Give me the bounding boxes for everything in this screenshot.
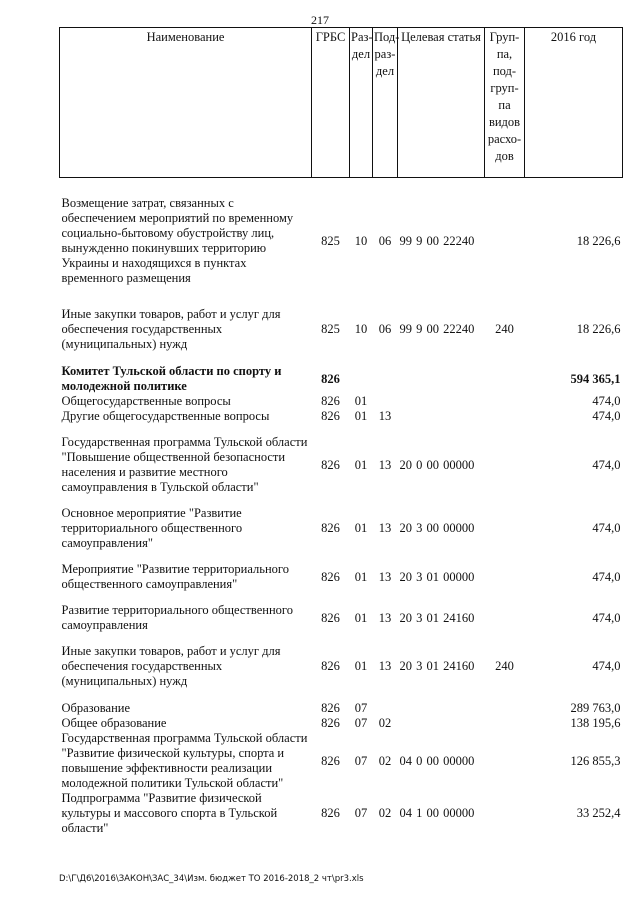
table-row <box>60 435 623 495</box>
row-celevaya: 20 3 01 24160 <box>399 659 475 673</box>
row-name: Возмещение затрат, связанных с обеспечением мероприятий по временному социально-бытовому обустройству лиц, вынужденно покинувших территорию Украины и находящихся в пунктах временного размещения <box>61 196 294 285</box>
row-podrazdel <box>373 701 398 716</box>
row-sum: 138 195,6 <box>570 716 621 730</box>
table-row <box>60 562 623 592</box>
row-name: Комитет Тульской области по спорту и молодежной политике <box>61 364 282 393</box>
row-name: Развитие территориального общественного самоуправления <box>61 603 293 632</box>
row-name: Образование <box>61 701 131 715</box>
row-celevaya <box>398 716 485 731</box>
row-grbs: 826 <box>321 457 340 472</box>
row-gruppa <box>485 196 525 286</box>
row-sum: 289 763,0 <box>570 701 621 715</box>
row-razdel: 07 <box>354 753 368 768</box>
row-gruppa <box>485 562 525 592</box>
row-gruppa <box>485 394 525 409</box>
row-podrazdel <box>373 364 398 394</box>
table-row <box>60 701 623 716</box>
row-razdel: 01 <box>354 569 368 584</box>
row-razdel: 10 <box>354 233 368 248</box>
row-podrazdel: 13 <box>378 521 392 535</box>
row-grbs: 826 <box>321 521 340 535</box>
row-podrazdel: 13 <box>378 659 392 673</box>
row-sum: 474,0 <box>592 569 621 584</box>
row-grbs: 826 <box>321 409 340 423</box>
row-grbs: 826 <box>321 753 340 768</box>
row-celevaya <box>398 364 485 394</box>
row-celevaya: 99 9 00 22240 <box>399 233 475 248</box>
table-row <box>60 409 623 424</box>
row-podrazdel: 06 <box>378 322 392 336</box>
row-razdel: 01 <box>354 659 368 673</box>
row-grbs: 826 <box>321 371 340 386</box>
row-grbs: 826 <box>321 806 340 820</box>
row-sum: 474,0 <box>592 659 621 673</box>
row-name: Мероприятие "Развитие территориального общественного самоуправления" <box>61 562 289 591</box>
row-celevaya: 20 3 01 24160 <box>399 610 475 625</box>
column-header-year: 2016 год <box>525 28 623 178</box>
row-podrazdel: 13 <box>378 569 392 584</box>
column-header-name: Наименование <box>60 28 312 178</box>
row-grbs: 826 <box>321 716 340 730</box>
table-row <box>60 394 623 409</box>
row-sum: 33 252,4 <box>576 806 621 820</box>
row-gruppa <box>485 435 525 495</box>
row-celevaya: 04 1 00 00000 <box>399 806 475 820</box>
row-sum: 474,0 <box>592 394 621 408</box>
row-sum: 594 365,1 <box>570 371 621 386</box>
row-grbs: 825 <box>321 322 340 336</box>
row-razdel: 07 <box>354 716 368 730</box>
row-podrazdel: 13 <box>378 457 392 472</box>
row-grbs: 826 <box>321 701 340 715</box>
table-row <box>60 731 623 791</box>
row-gruppa <box>485 603 525 633</box>
row-podrazdel: 13 <box>378 610 392 625</box>
row-celevaya: 20 3 01 00000 <box>399 569 475 584</box>
row-gruppa <box>485 364 525 394</box>
row-name: Государственная программа Тульской области "Повышение общественной безопасности населения и развитие местного самоуправления в Тульской области" <box>61 435 308 494</box>
row-celevaya <box>398 701 485 716</box>
table-row <box>60 307 623 352</box>
row-celevaya <box>398 409 485 424</box>
table-header-row <box>60 28 623 178</box>
row-celevaya: 99 9 00 22240 <box>399 322 475 336</box>
row-sum: 18 226,6 <box>576 322 621 336</box>
row-celevaya: 04 0 00 00000 <box>399 753 475 768</box>
row-name: Государственная программа Тульской области "Развитие физической культуры, спорта и повышение эффективности реализации молодежной политики Тульской области" <box>61 731 308 790</box>
row-gruppa <box>485 506 525 551</box>
column-header-podrazdel: Под-раз-дел <box>373 28 398 178</box>
row-name: Основное мероприятие "Развитие территориального общественного самоуправления" <box>61 506 243 550</box>
table-row <box>60 644 623 689</box>
table-row <box>60 364 623 394</box>
row-razdel: 01 <box>354 457 368 472</box>
row-gruppa <box>485 701 525 716</box>
row-razdel: 01 <box>354 521 368 535</box>
row-sum: 474,0 <box>592 409 621 423</box>
column-header-gruppa: Груп-па, под-груп-па видов расхо-дов <box>485 28 525 178</box>
row-name: Иные закупки товаров, работ и услуг для обеспечения государственных (муниципальных) нужд <box>61 644 281 688</box>
row-razdel: 01 <box>354 409 368 423</box>
table-row <box>60 196 623 286</box>
row-podrazdel: 13 <box>378 409 392 423</box>
row-razdel <box>350 364 373 394</box>
row-name: Общее образование <box>61 716 167 730</box>
row-grbs: 826 <box>321 569 340 584</box>
row-sum: 474,0 <box>592 610 621 625</box>
row-name: Иные закупки товаров, работ и услуг для обеспечения государственных (муниципальных) нужд <box>61 307 281 351</box>
row-name: Подпрограмма "Развитие физической культуры и массового спорта в Тульской области" <box>61 791 278 835</box>
row-grbs: 826 <box>321 610 340 625</box>
row-celevaya <box>398 394 485 409</box>
file-path-footer: D:\Г\Д6\2016\ЗАКОН\ЗАС_34\Изм. бюджет ТО 2016-2018_2 чт\pr3.xls <box>59 874 364 884</box>
row-podrazdel <box>373 394 398 409</box>
column-header-razdel: Раз-дел <box>350 28 373 178</box>
row-gruppa <box>485 409 525 424</box>
row-razdel: 01 <box>354 610 368 625</box>
row-razdel: 10 <box>354 322 368 336</box>
row-sum: 126 855,3 <box>570 753 621 768</box>
row-gruppa: 240 <box>495 659 514 673</box>
page-number: 217 <box>311 13 329 27</box>
row-gruppa <box>485 731 525 791</box>
row-razdel: 01 <box>354 394 368 408</box>
table-row <box>60 603 623 633</box>
row-podrazdel: 02 <box>378 806 392 820</box>
budget-table <box>59 27 623 836</box>
row-razdel: 07 <box>354 701 368 715</box>
column-header-grbs: ГРБС <box>312 28 350 178</box>
table-row <box>60 791 623 836</box>
row-grbs: 826 <box>321 394 340 408</box>
row-gruppa <box>485 791 525 836</box>
column-header-celevaya: Целевая статья <box>398 28 485 178</box>
row-razdel: 07 <box>354 806 368 820</box>
row-celevaya: 20 0 00 00000 <box>399 457 475 472</box>
row-podrazdel: 02 <box>378 753 392 768</box>
row-gruppa <box>485 716 525 731</box>
row-grbs: 825 <box>321 233 340 248</box>
row-name: Общегосударственные вопросы <box>61 394 231 408</box>
row-celevaya: 20 3 00 00000 <box>399 521 475 535</box>
row-gruppa: 240 <box>495 322 514 336</box>
row-sum: 474,0 <box>592 457 621 472</box>
row-podrazdel: 02 <box>378 716 392 730</box>
row-sum: 18 226,6 <box>576 233 621 248</box>
table-row <box>60 716 623 731</box>
row-sum: 474,0 <box>592 521 621 535</box>
row-name: Другие общегосударственные вопросы <box>61 409 270 423</box>
row-grbs: 826 <box>321 659 340 673</box>
table-row <box>60 506 623 551</box>
row-podrazdel: 06 <box>378 233 392 248</box>
